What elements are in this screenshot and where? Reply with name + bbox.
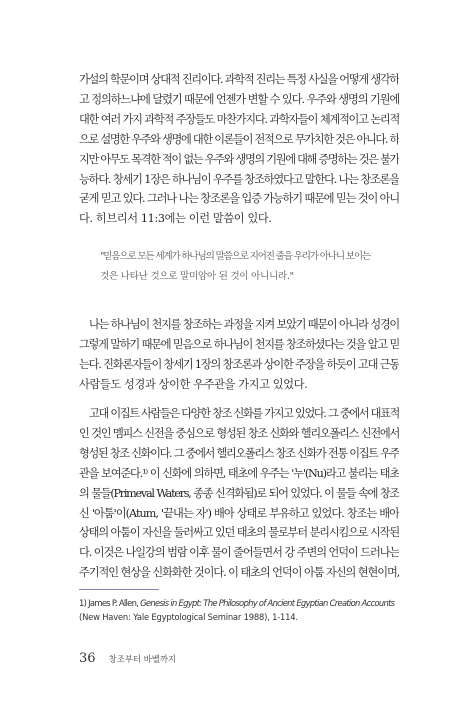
footnote-citation-prefix: 1) James P. Allen, xyxy=(79,598,141,608)
quote-line: 것은 나타난 것으로 말미암아 된 것이 아니니라." xyxy=(100,271,294,282)
quote-line: "믿음으로 모든 세계가 하나님의 말씀으로 지어진 줄을 우리가 아나니 보이는 xyxy=(100,251,370,262)
scripture-quote xyxy=(100,247,370,287)
text-line: 주기적인 현상을 신화화한 것이다. 이 태초의 언덕이 아툼 자신의 현현이며, xyxy=(79,566,399,580)
text-line: 관을 보여준다.¹⁾ 이 신화에 의하면, 태초에 우주는 '누'(Nu)라고 불리는 태초 xyxy=(79,466,399,480)
text-line: 의 물들(Primeval Waters, 종종 신격화됨)로 되어 있었다. 이 물들 속에 창조 xyxy=(79,486,399,500)
text-line: 으로 설명한 우주와 생명에 대한 이론들이 전적으로 무가치한 것은 아니다. 하 xyxy=(79,132,399,146)
footnote-line-1 xyxy=(79,597,399,611)
body-paragraph-1 xyxy=(79,70,399,229)
text-line: 인 것인 멤피스 신전을 중심으로 형성된 창조 신화와 헬리오폴리스 신전에서 xyxy=(79,426,399,440)
text-line: 나는 하나님이 천지를 창조하는 과정을 지켜 보았기 때문이 아니라 성경이 xyxy=(89,318,399,331)
page-footer xyxy=(79,647,176,666)
page-number: 36 xyxy=(79,651,96,666)
text-line: 형성된 창조 신화이다. 그 중에서 헬리오폴리스 창조 신화가 전통 이집트 우주 xyxy=(79,446,399,460)
text-line: 지만 아무도 목격한 적이 없는 우주와 생명의 기원에 대해 증명하는 것은 불가 xyxy=(79,152,399,166)
text-line: 는다. 진화론자들이 창세기 1장의 창조론과 상이한 주장을 하듯이 고대 근동 xyxy=(79,357,399,371)
text-line: 그렇게 말하기 때문에 믿음으로 하나님이 천지를 창조하셨다는 것을 알고 믿 xyxy=(79,337,399,351)
footnote-book-title: Genesis in Egypt: The Philosophy of Ancient Egyptian Creation Accounts xyxy=(140,598,395,608)
footnote-divider xyxy=(79,589,159,590)
text-line: 굳게 믿고 있다. 그러나 나는 창조론을 입증 가능하기 때문에 믿는 것이 아니 xyxy=(79,192,399,206)
text-line: 사람들도 성경과 상이한 우주관을 가지고 있었다. xyxy=(79,377,308,391)
text-line: 다. 이것은 나일강의 범람 이후 물이 줄어들면서 강 주변의 언덕이 드러나는 xyxy=(79,546,399,560)
text-line: 고 정의하느냐에 달렸기 때문에 언젠가 변할 수 있다. 우주와 생명의 기원에 xyxy=(79,92,399,106)
body-paragraph-2 xyxy=(79,315,399,395)
text-line: 신 '아툼'이(Atum, '끝내는 자') 배아 상태로 부유하고 있었다. 창조는 배아 xyxy=(79,506,399,520)
text-line: 상태의 아툼이 자신을 둘러싸고 있던 태초의 물로부터 분리시킴으로 시작된 xyxy=(79,526,399,540)
body-paragraph-3 xyxy=(79,404,399,583)
text-line: 고대 이집트 사람들은 다양한 창조 신화를 가지고 있었다. 그 중에서 대표적 xyxy=(89,407,399,420)
text-line: 가설의 학문이며 상대적 진리이다. 과학적 진리는 특정 사실을 어떻게 생각하 xyxy=(79,73,399,86)
text-line: 다. 히브리서 11:3에는 이런 말씀이 있다. xyxy=(79,212,272,226)
running-title: 창조부터 바벨까지 xyxy=(108,654,177,664)
text-line: 능하다. 창세기 1장은 하나님이 우주를 창조하였다고 말한다. 나는 창조론을 xyxy=(79,172,399,186)
text-line: 대한 여러 가지 과학적 주장들도 마찬가지다. 과학자들이 체계적이고 논리적 xyxy=(79,112,399,126)
footnote-line-2: (New Haven: Yale Egyptological Seminar 1988), 1-114. xyxy=(79,611,298,622)
footnote xyxy=(79,597,399,624)
